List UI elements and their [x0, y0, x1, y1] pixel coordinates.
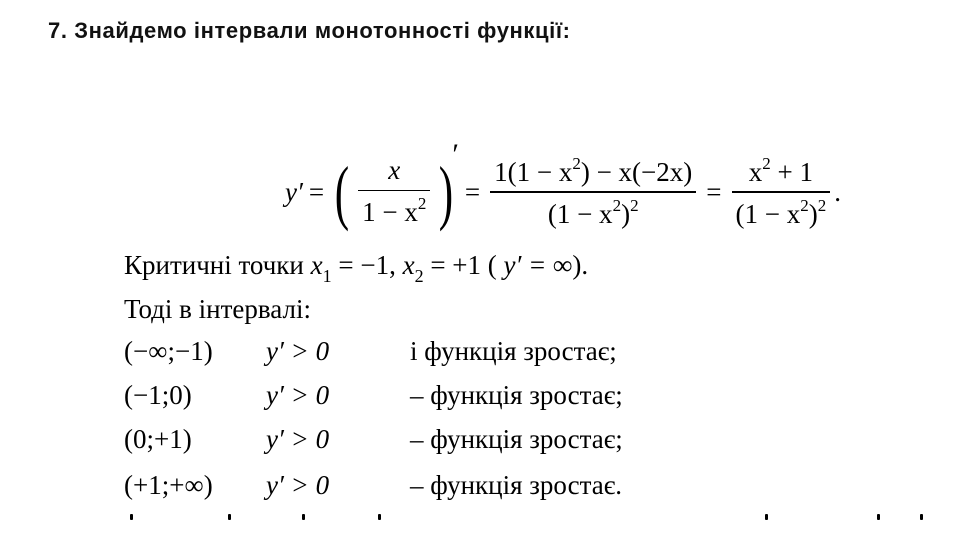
interval-row — [124, 336, 684, 370]
quotient-rule-fraction — [490, 155, 696, 230]
cropped-line-fragments — [0, 514, 960, 528]
derivative-sign: y′ > 0 — [266, 380, 330, 410]
quotient-denominator: $(1 - x^2)^2$ — [547, 195, 639, 229]
critical-label: Критичні точки — [124, 250, 311, 280]
interval-row — [124, 470, 684, 504]
equals-sign: = — [706, 176, 722, 207]
interval-value: (−1;0) — [124, 380, 192, 410]
monotonicity-result: – функція зростає. — [410, 470, 623, 500]
equals-sign: = — [464, 176, 481, 207]
right-paren: ) — [439, 152, 454, 232]
interval-row — [124, 380, 684, 414]
quotient-numerator: $1(1 - x^2) - x(-2x)$ — [494, 153, 693, 187]
then-line: Тоді в інтервалі: — [124, 294, 311, 324]
monotonicity-result: і функція зростає; — [410, 336, 617, 366]
monotonicity-result: – функція зростає; — [410, 424, 623, 454]
slide-title: 7. Знайдемо інтервали монотонності функції: — [48, 18, 571, 43]
text-fragment — [130, 514, 133, 520]
derivative-sign: y′ > 0 — [266, 424, 330, 454]
monotonicity-result: – функція зростає; — [410, 380, 623, 410]
interval-value: (+1;+∞) — [124, 470, 213, 500]
fraction-bar — [732, 191, 831, 193]
result-denominator: $(1 - x^2)^2$ — [735, 195, 827, 229]
fraction-bar — [490, 191, 696, 193]
text-fragment — [877, 514, 880, 520]
critical-points-line: Критичні точки $x_1 = -1$, $x_2 = +1$ ( y′ = ∞). — [124, 250, 589, 286]
text-fragment — [228, 514, 231, 520]
inner-fraction — [358, 156, 430, 228]
fraction-bar — [358, 190, 430, 192]
text-fragment — [920, 514, 923, 520]
inner-numerator: x — [388, 155, 401, 186]
derivative-sign: y′ > 0 — [266, 470, 330, 500]
result-fraction — [732, 155, 831, 230]
result-numerator: $x^2 + 1$ — [748, 153, 813, 187]
text-fragment — [302, 514, 305, 520]
interval-value: (0;+1) — [124, 424, 192, 454]
equals-sign: = — [308, 176, 325, 207]
text-fragment — [378, 514, 381, 520]
text-fragment — [765, 514, 768, 520]
interval-value: (−∞;−1) — [124, 336, 213, 366]
inner-denominator: $1 - x^2$ — [362, 194, 427, 228]
derivative-equation — [285, 140, 841, 244]
left-paren: ( — [334, 152, 350, 232]
derivative-sign: y′ > 0 — [266, 336, 330, 366]
outer-prime: ′ — [452, 138, 459, 171]
equation-period: . — [834, 176, 841, 207]
derivative-lhs: y′ — [285, 176, 303, 207]
interval-row — [124, 424, 684, 458]
